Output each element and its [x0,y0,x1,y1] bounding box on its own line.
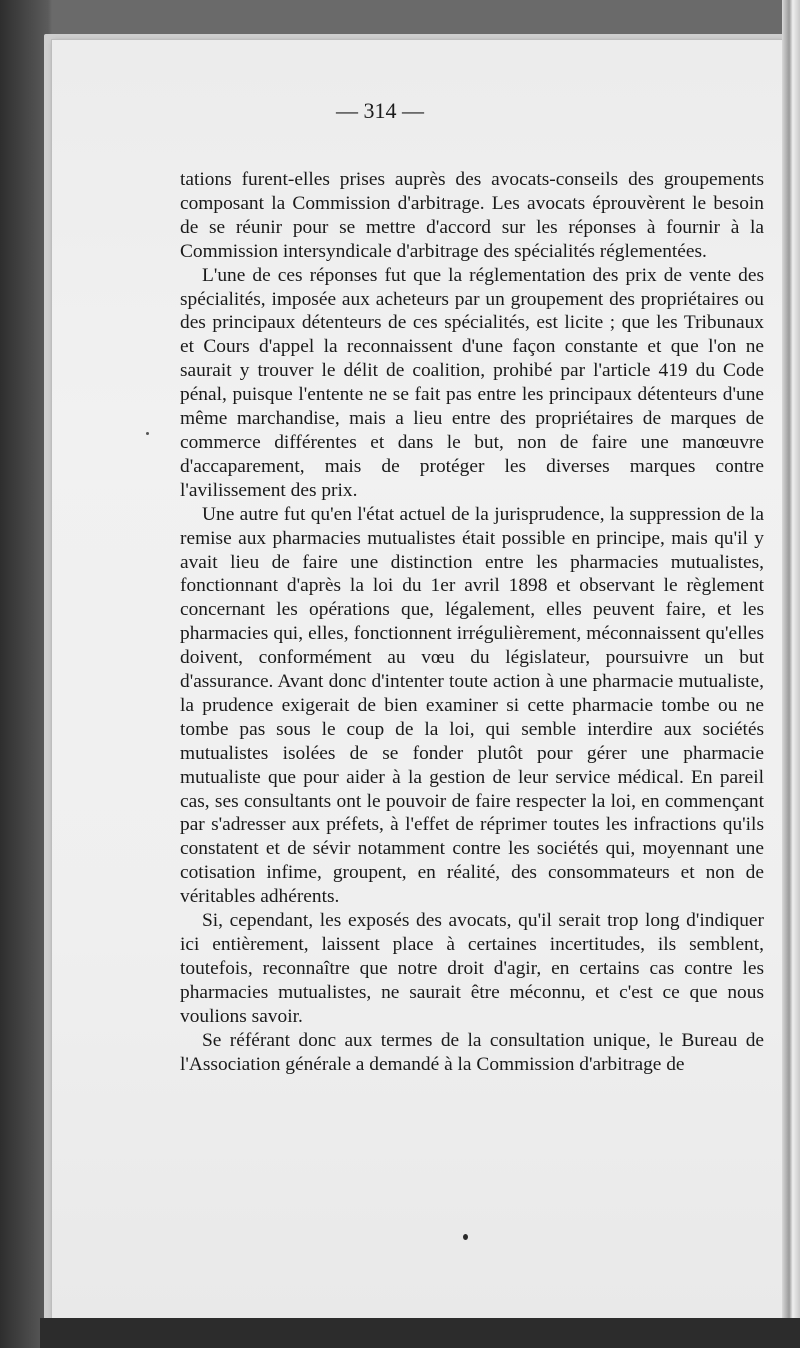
ink-dot [463,1234,468,1240]
book-edge [782,0,800,1348]
paragraph-exposes-avocats: Si, cependant, les exposés des avocats, qu'il serait trop long d'indiquer ici entièrement, laissent place à certaines incertitudes, ils semblent, toutefois, reconnaître que notre droit d'agir, en certains cas contre les pharmacies mutualistes, ne saurait être méconnu, et c'est ce que nous voulions savoir. [180,910,764,1027]
ink-speck [146,432,149,435]
page-number: — 314 — [336,98,424,123]
paragraph-pharmacies-mutualistes: Une autre fut qu'en l'état actuel de la jurisprudence, la suppression de la remise aux pharmacies mutualistes était possible en principe, mais qu'il y avait lieu de faire une distinction entre les pharmacies mutualistes, fonctionnant d'après la loi du 1er avril 1898 et observant le règlement concernant les opérations que, légalement, elles peuvent faire, et les pharmacies qui, elles, fonctionnent irrégulièrement, méconnaissent qu'elles doivent, conformément au vœu du législateur, poursuivre un but d'assurance. Avant donc d'intenter toute action à une pharmacie mutualiste, la prudence exigerait de bien examiner si cette pharmacie tombe ou ne tombe pas sous le coup de la loi, qui semble interdire aux sociétés mutualistes isolées de se fonder plutôt pour gérer une pharmacie mutualiste que pour aider à la gestion de leur service médical. En pareil cas, ses consultants ont le pouvoir de faire respecter la loi, en commençant par s'adresser aux préfets, à l'effet de réprimer toutes les infractions qu'ils constatent et de sévir notamment contre les sociétés qui, moyennant une cotisation infime, groupent, en réalité, des consommateurs et non de véritables adhérents. [180,503,764,908]
page-body [180,168,764,1076]
paragraph-continuation: tations furent-elles prises auprès des avocats-conseils des groupements composant la Commission d'arbitrage. Les avocats éprouvèrent le besoin de se réunir pour se mettre d'accord sur les réponses à fournir à la Commission intersyndicale d'arbitrage des spécialités réglementées. [180,169,764,262]
paragraph-reglementation: L'une de ces réponses fut que la réglementation des prix de vente des spécialités, imposée aux acheteurs par un groupement des propriétaires ou des principaux détenteurs de ces spécialités, est licite ; que les Tribunaux et Cours d'appel la reconnaissent d'une façon constante et que l'on ne saurait y trouver le délit de coalition, prohibé par l'article 419 du Code pénal, puisque l'entente ne se fait pas entre les principaux détenteurs d'une même marchandise, mais a lieu entre des propriétaires de marques de commerce différentes et dans le but, non de faire une manœuvre d'accaparement, mais de protéger les diverses marques contre l'avilissement des prix. [180,264,764,501]
paragraph-bureau-association: Se référant donc aux termes de la consultation unique, le Bureau de l'Association générale a demandé à la Commission d'arbitrage de [180,1029,764,1075]
scan-bottom-margin [40,1318,800,1348]
